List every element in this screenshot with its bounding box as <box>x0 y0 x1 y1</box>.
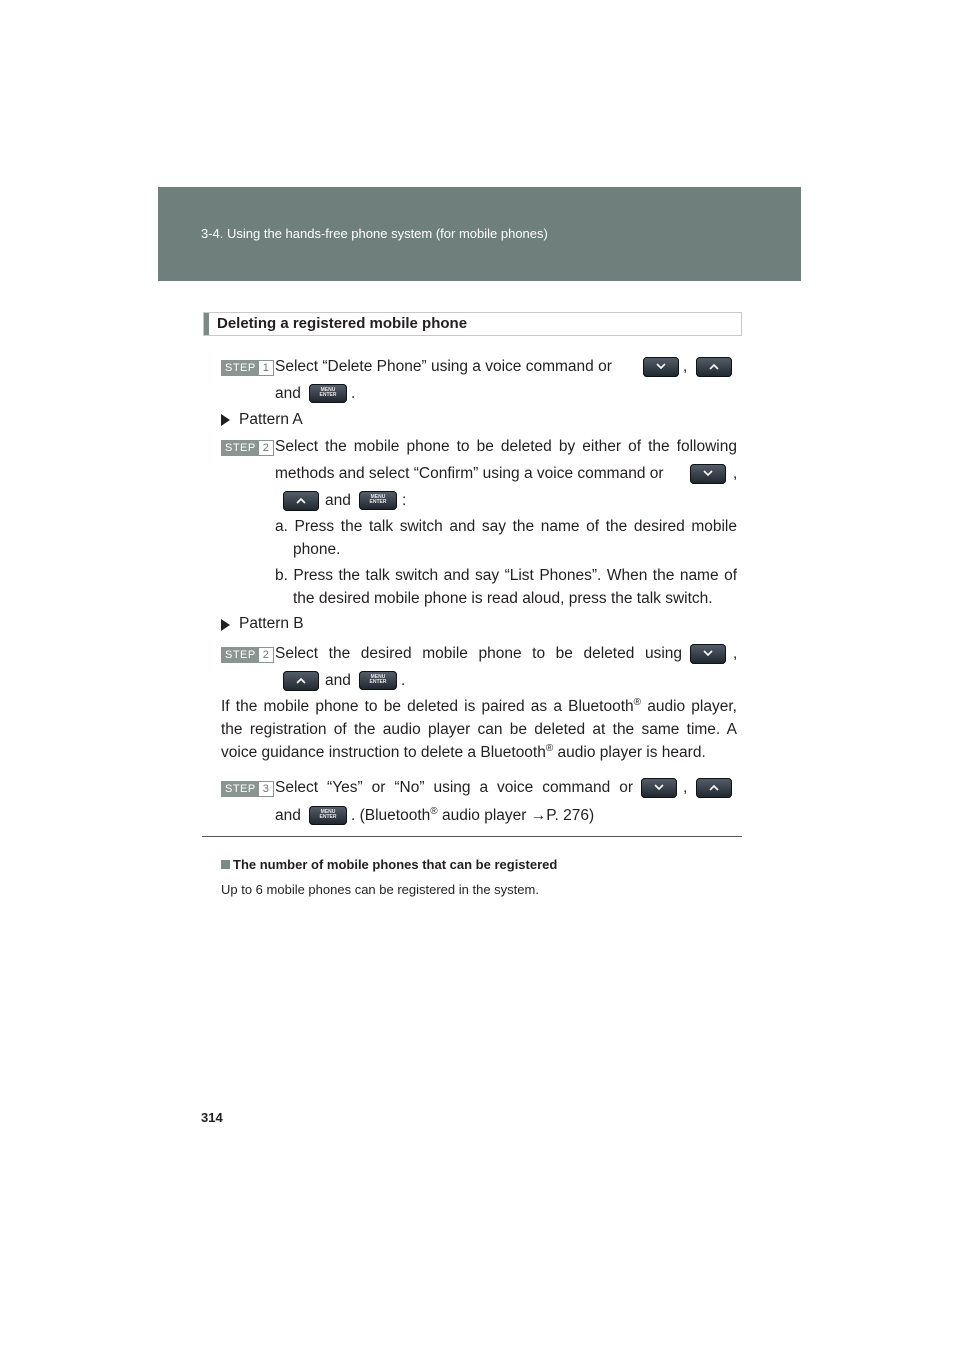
menu-enter-button-icon: MENU ENTER <box>359 671 397 690</box>
section-title: Deleting a registered mobile phone <box>217 315 468 332</box>
chevron-down-icon <box>641 778 677 798</box>
arrow-bullet-icon <box>221 619 230 631</box>
note-body: Up to 6 mobile phones can be registered in the system. <box>221 882 539 897</box>
step-3-tail: . (Bluetooth® audio player →P. 276) <box>351 806 595 824</box>
chevron-down-icon <box>643 357 679 377</box>
section-title-bar <box>203 312 742 336</box>
step-2a-option-b-line2: the desired mobile phone is read aloud, press the talk switch. <box>293 590 713 607</box>
pattern-a-label: Pattern A <box>239 411 303 428</box>
step-2a-text-line2: methods and select “Confirm” using a voice command or <box>275 465 664 482</box>
page-number: 314 <box>201 1110 223 1125</box>
step-2a-text-line1: Select the mobile phone to be deleted by either of the following <box>275 438 737 455</box>
step-3-text: Select “Yes” or “No” using a voice command or <box>275 779 633 796</box>
chevron-up-icon <box>283 491 319 511</box>
chevron-down-icon <box>690 644 726 664</box>
step-2a-badge: STEP 2 <box>221 440 274 456</box>
step-2a-option-b-line1: b. Press the talk switch and say “List Phones”. When the name of <box>275 567 737 584</box>
menu-enter-button-icon: MENU ENTER <box>309 384 347 403</box>
menu-enter-button-icon: MENU ENTER <box>359 491 397 510</box>
chevron-up-icon <box>283 671 319 691</box>
bluetooth-note-line1: If the mobile phone to be deleted is paired as a Bluetooth® audio player, <box>221 697 737 715</box>
step-2b-badge: STEP 2 <box>221 647 274 663</box>
chevron-up-icon <box>696 357 732 377</box>
step-2a-option-a-line2: phone. <box>293 541 341 558</box>
chevron-up-icon <box>696 778 732 798</box>
step-1-text: Select “Delete Phone” using a voice command or <box>275 358 612 375</box>
step-1-badge: STEP 1 <box>221 360 274 376</box>
step-3-badge: STEP 3 <box>221 781 274 797</box>
chevron-down-icon <box>690 464 726 484</box>
chapter-header-title: 3-4. Using the hands-free phone system (for mobile phones) <box>201 226 548 241</box>
note-heading: The number of mobile phones that can be registered <box>221 857 557 872</box>
pattern-b-label: Pattern B <box>239 615 304 632</box>
arrow-bullet-icon <box>221 414 230 426</box>
square-bullet-icon <box>221 860 230 869</box>
bluetooth-note-line2: the registration of the audio player can be deleted at the same time. A <box>221 721 737 738</box>
bluetooth-note-line3: voice guidance instruction to delete a Bluetooth® audio player is heard. <box>221 743 706 761</box>
divider <box>202 836 742 837</box>
menu-enter-button-icon: MENU ENTER <box>309 806 347 825</box>
step-2b-text: Select the desired mobile phone to be deleted using <box>275 645 682 662</box>
step-2a-option-a-line1: a. Press the talk switch and say the name of the desired mobile <box>275 518 737 535</box>
section-marker <box>204 313 209 335</box>
